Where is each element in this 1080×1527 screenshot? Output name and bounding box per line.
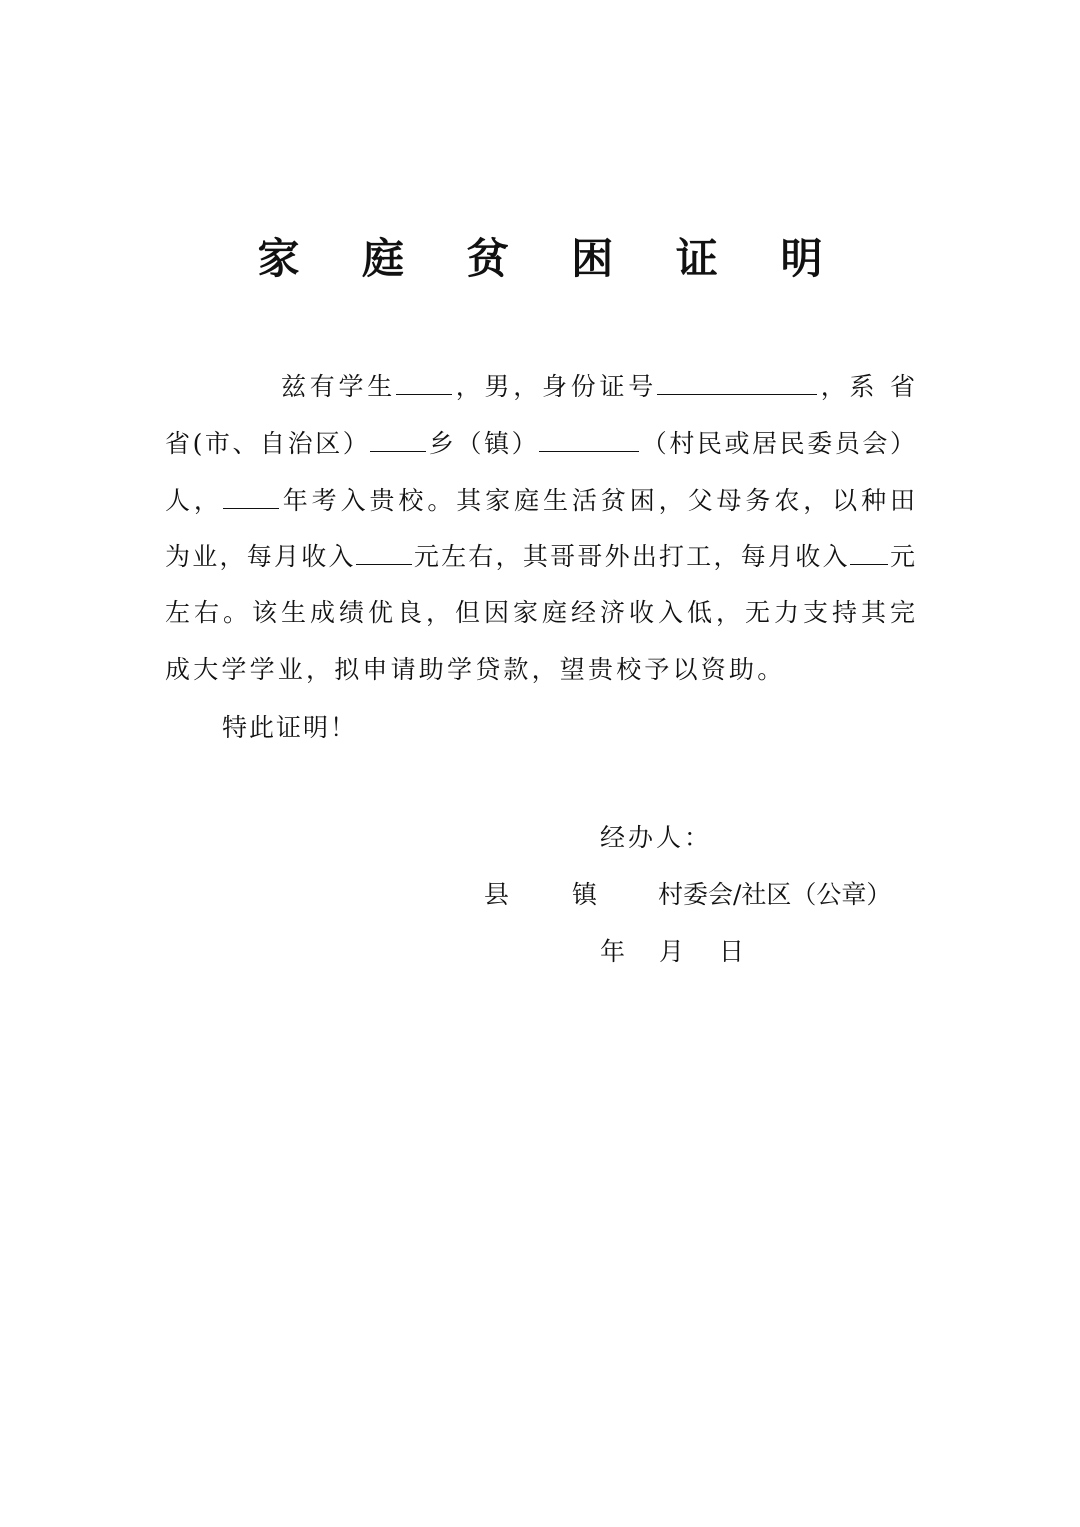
body-text: 兹有学生 xyxy=(281,372,396,401)
committee-seal-label: 村委会/社区（公章） xyxy=(658,880,892,909)
closing-statement: 特此证明！ xyxy=(222,713,358,742)
body-text: ，男，身份证号 xyxy=(452,372,657,401)
parent-income-blank xyxy=(356,536,412,565)
county-label: 县 xyxy=(484,880,510,909)
body-text: 省 xyxy=(889,372,915,401)
student-name-blank xyxy=(396,366,452,395)
enrollment-year-blank xyxy=(223,480,279,509)
brother-income-blank xyxy=(850,536,888,565)
county-blank xyxy=(370,423,426,452)
year-label: 年 xyxy=(600,937,626,966)
body-text: （村民或居民委员会） xyxy=(639,429,915,458)
body-text: 元 xyxy=(887,542,915,571)
body-line-2 xyxy=(165,423,915,463)
body-line-3 xyxy=(165,480,915,520)
body-line-5 xyxy=(165,593,915,633)
body-text: 人， xyxy=(165,486,223,515)
month-label: 月 xyxy=(659,937,685,966)
body-line-1 xyxy=(165,366,915,406)
town-blank xyxy=(539,423,639,452)
document-title: 家 庭 贫 困 证 明 xyxy=(257,234,847,283)
handler-label: 经办人： xyxy=(600,823,713,852)
body-text: 省(市、自治区） xyxy=(165,429,371,458)
id-number-blank xyxy=(657,366,817,395)
body-text: 乡（镇） xyxy=(426,429,540,458)
body-text: 年考入贵校。其家庭生活贫困，父母务农，以种田 xyxy=(278,486,915,515)
day-label: 日 xyxy=(719,937,745,966)
town-label: 镇 xyxy=(572,880,598,909)
body-text: ，系 xyxy=(817,372,879,401)
body-line-4 xyxy=(165,536,915,576)
body-text: 元左右，其哥哥外出打工，每月收入 xyxy=(411,542,850,571)
body-text: 左右。该生成绩优良，但因家庭经济收入低，无力支持其完 xyxy=(165,598,915,627)
body-line-6 xyxy=(165,650,915,690)
body-text: 为业，每月收入 xyxy=(165,542,356,571)
body-text: 成大学学业，拟申请助学贷款，望贵校予以资助。 xyxy=(165,655,786,684)
